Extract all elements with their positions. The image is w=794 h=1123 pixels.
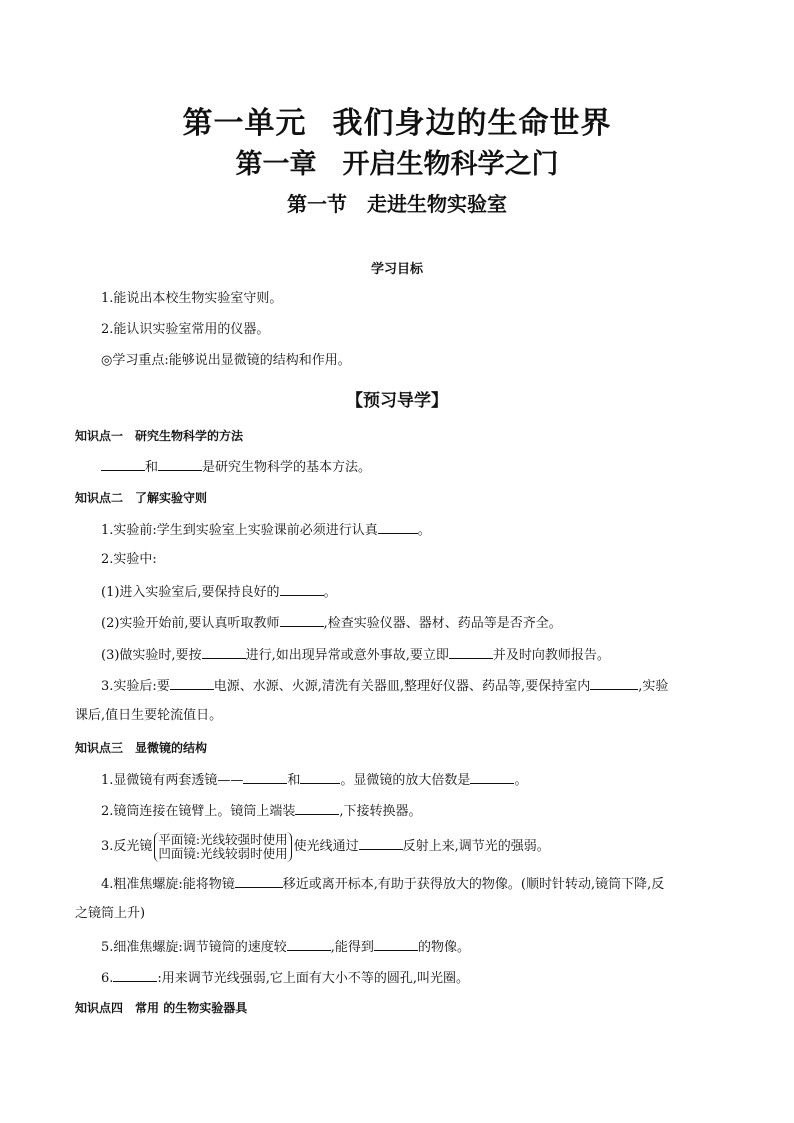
knowledge-point-3-title <box>75 739 207 756</box>
answer-blank[interactable] <box>158 457 202 471</box>
chapter-title <box>0 142 794 181</box>
chapter-name: 开启生物科学之门 <box>342 149 559 180</box>
answer-blank[interactable] <box>300 770 340 784</box>
kp-topic: 研究生物科学的方法 <box>135 429 244 443</box>
objective-item: 1.能说出本校生物实验室守则。 <box>101 291 283 306</box>
kp3-line-6: 5.细准焦螺旋:调节镜筒的速度较 ,能得到 的物像。 <box>101 937 470 957</box>
objective-focus: ◎学习重点:能够说出显微镜的结构和作用。 <box>101 353 351 368</box>
knowledge-point-2-title <box>75 489 207 506</box>
section-title <box>0 188 794 217</box>
flat-mirror-note: 平面镜:光线较强时使用 <box>158 831 288 847</box>
unit-name: 我们身边的生命世界 <box>332 106 612 141</box>
answer-blank[interactable] <box>295 801 339 815</box>
kp1-line-1: 和 是研究生物科学的基本方法。 <box>101 457 371 477</box>
kp2-line-3: (1)进入实验室后,要保持良好的 。 <box>101 582 337 602</box>
kp2-line-7: 课后,值日生要轮流值日。 <box>75 708 223 723</box>
kp2-line-4: (2)实验开始前,要认真听取教师 ,检查实验仪器、器材、药品等是否齐全。 <box>101 613 562 633</box>
objective-item: 2.能认识实验室常用的仪器。 <box>101 322 270 337</box>
answer-blank[interactable] <box>449 645 493 659</box>
answer-blank[interactable] <box>590 676 638 690</box>
answer-blank[interactable] <box>359 836 403 850</box>
answer-blank[interactable] <box>113 968 157 982</box>
section-name: 走进生物实验室 <box>367 192 507 216</box>
kp2-line-1: 1.实验前:学生到实验室上实验课前必须进行认真 。 <box>101 520 431 540</box>
objectives-heading: 学习目标 <box>370 262 423 277</box>
answer-blank[interactable] <box>243 770 287 784</box>
mirror-brace <box>154 832 291 862</box>
kp-topic: 了解实验守则 <box>135 491 208 505</box>
kp-label: 知识点二 <box>75 491 124 505</box>
answer-blank[interactable] <box>235 874 283 888</box>
preview-heading: 【预习导学】 <box>346 391 448 411</box>
kp-topic: 显微镜的结构 <box>135 741 208 755</box>
answer-blank[interactable] <box>170 676 214 690</box>
answer-blank[interactable] <box>280 582 324 596</box>
kp3-line-5: 之镜筒上升) <box>75 906 146 921</box>
section-number: 第一节 <box>287 192 347 216</box>
chapter-number: 第一章 <box>235 149 317 180</box>
kp2-line-2: 2.实验中: <box>101 552 157 567</box>
unit-title <box>0 98 794 142</box>
kp-label: 知识点四 <box>75 1001 124 1015</box>
kp3-line-4: 4.粗准焦螺旋:能将物镜 移近或离开标本,有助于获得放大的物像。(顺时针转动,镜筒下降,反 <box>101 874 664 894</box>
kp3-line-7: 6. :用来调节光线强弱,它上面有大小不等的圆孔,叫光圈。 <box>101 968 469 988</box>
unit-number: 第一单元 <box>182 106 307 141</box>
knowledge-point-4-title <box>75 999 247 1016</box>
kp2-line-5: (3)做实验时,要按 进行,如出现异常或意外事故,要立即 并及时向教师报告。 <box>101 645 610 665</box>
kp3-line-2: 2.镜筒连接在镜臂上。镜筒上端装 ,下接转换器。 <box>101 801 422 821</box>
answer-blank[interactable] <box>287 937 331 951</box>
answer-blank[interactable] <box>101 457 145 471</box>
answer-blank[interactable] <box>280 613 324 627</box>
answer-blank[interactable] <box>374 937 418 951</box>
kp-label: 知识点一 <box>75 429 124 443</box>
answer-blank[interactable] <box>378 520 418 534</box>
knowledge-point-1-title <box>75 427 243 444</box>
answer-blank[interactable] <box>202 645 246 659</box>
kp2-line-6: 3.实验后:要 电源、水源、火源,清洗有关器皿,整理好仪器、药品等,要保持室内 ,实验 <box>101 676 668 696</box>
kp-topic: 常用 的生物实验器具 <box>135 1001 248 1015</box>
kp3-line-3: 3.反光镜 平面镜:光线较强时使用 凹面镜:光线较弱时使用 使光线通过 反射上来,调节光的强弱。 <box>101 831 550 861</box>
answer-blank[interactable] <box>470 770 514 784</box>
kp3-line-1: 1.显微镜有两套透镜—— 和 。显微镜的放大倍数是 。 <box>101 770 527 790</box>
kp-label: 知识点三 <box>75 741 124 755</box>
concave-mirror-note: 凹面镜:光线较弱时使用 <box>158 845 288 861</box>
